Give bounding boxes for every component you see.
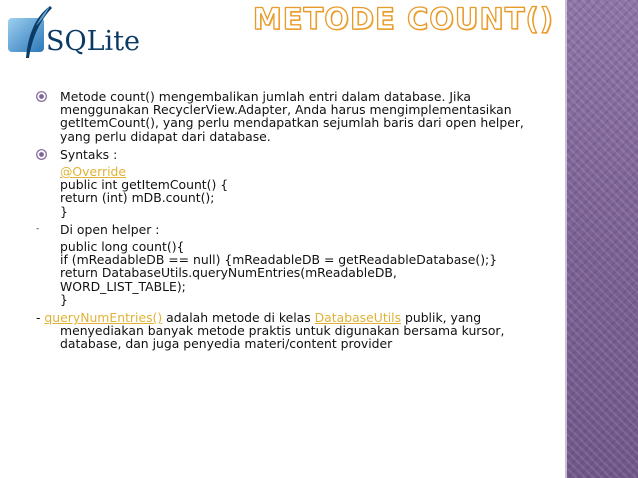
open-helper-code-block	[60, 240, 556, 306]
database-utils-link[interactable]: DatabaseUtils	[314, 310, 402, 326]
paragraph-line: menyediakan banyak metode praktis untuk digunakan bersama kursor,	[60, 323, 505, 339]
sqlite-logo	[6, 4, 141, 60]
bullet-item-description	[36, 90, 556, 143]
code-line: if (mReadableDB == null) {mReadableDB = getReadableDatabase();}	[60, 252, 498, 268]
open-helper-label: Di open helper :	[60, 221, 160, 237]
override-annotation-link[interactable]: @Override	[60, 164, 127, 180]
slide-content	[36, 90, 556, 351]
bullet-item-syntax	[36, 148, 556, 218]
code-line: }	[60, 291, 68, 307]
slide-title: METODE COUNT()	[252, 2, 554, 36]
code-line: return (int) mDB.count();	[60, 190, 215, 206]
paragraph-text: publik, yang	[401, 310, 482, 326]
target-bullet-icon	[36, 91, 47, 102]
paragraph-line: database, dan juga penyedia materi/content provider	[60, 336, 393, 352]
decorative-side-strip	[567, 0, 638, 478]
dash-prefix: -	[36, 310, 45, 326]
code-line: public long count(){	[60, 239, 185, 255]
code-line: return DatabaseUtils.queryNumEntries(mReadableDB,	[60, 265, 397, 281]
syntax-code-block	[60, 165, 556, 218]
paragraph-text: adalah metode di kelas	[162, 310, 315, 326]
dash-bullet: -	[36, 223, 40, 234]
bullet-item-open-helper	[36, 223, 556, 306]
query-num-entries-link[interactable]: queryNumEntries()	[44, 310, 163, 326]
syntax-label: Syntaks :	[60, 146, 118, 162]
code-line: }	[60, 203, 68, 219]
code-line: WORD_LIST_TABLE);	[60, 278, 186, 294]
target-bullet-icon	[36, 149, 47, 160]
code-line: public int getItemCount() {	[60, 177, 229, 193]
query-num-entries-paragraph	[36, 311, 556, 351]
description-text: Metode count() mengembalikan jumlah entri dalam database. Jika menggunakan RecyclerView.Adapter, Anda harus mengimplementasikan getItemCount(), yang perlu mendapatkan sejumlah baris dari open helper, yang perlu didapat dari database.	[60, 89, 524, 144]
logo-text: SQLite	[46, 26, 141, 57]
